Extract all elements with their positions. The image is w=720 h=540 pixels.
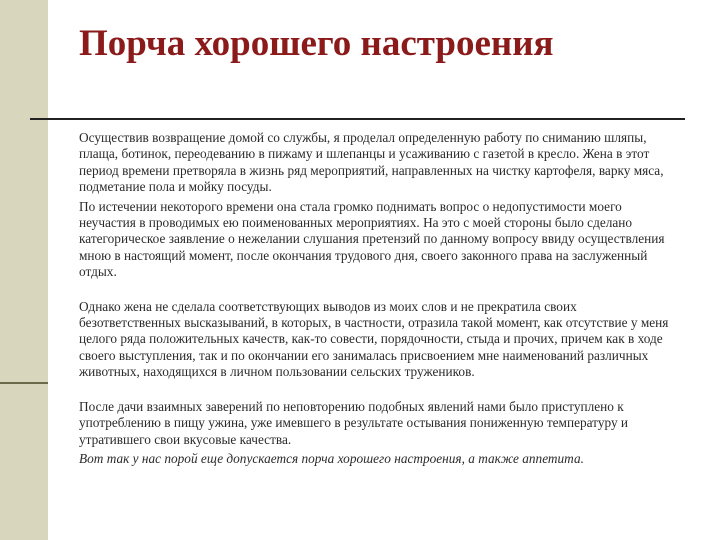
side-divider bbox=[0, 382, 48, 384]
slide-body bbox=[79, 130, 679, 467]
closing-line: Вот так у нас порой еще допускается порча хорошего настроения, а также аппетита. bbox=[79, 450, 584, 466]
paragraph-4: После дачи взаимных заверений по неповторению подобных явлений нами было приступлено к употреблению в пищу ужина, уже имевшего в результате остывания пониженную температуру и утратившего свои вкусовые качества. bbox=[79, 398, 629, 447]
paragraph-3: Однако жена не сделала соответствующих выводов из моих слов и не прекратила своих безответственных высказываний, в которых, в частности, отразила такой момент, как отсутствие у меня целого ряда положительных качеств, как-то совести, порядочности, стыда и прочих, причем как в ходе своего выступления, так и по окончании его занималась присвоением мне наименований различных животных, находящихся в личном пользовании сельских тружеников. bbox=[79, 298, 669, 380]
slide-title: Порча хорошего настроения bbox=[79, 23, 554, 64]
paragraph-2: По истечении некоторого времени она стала громко поднимать вопрос о недопустимости моего неучастия в проводимых ею поименованных мероприятиях. На это с моей стороны было сделано категорическое заявление о нежелании слушания претензий по данному вопросу ввиду осуществления мною в настоящий момент, после окончания трудового дня, своего законного права на заслуженный отдых. bbox=[79, 198, 665, 280]
title-underline bbox=[30, 118, 685, 120]
side-band bbox=[0, 0, 48, 540]
paragraph-1: Осуществив возвращение домой со службы, я проделал определенную работу по сниманию шляпы, плаща, ботинок, переодеванию в пижаму и шлепанцы и усаживанию с газетой в кресло. Жена в этот период времени претворяла в жизнь ряд мероприятий, направленных на чистку картофеля, варку мяса, подметание пола и мойку посуды. bbox=[79, 130, 664, 195]
